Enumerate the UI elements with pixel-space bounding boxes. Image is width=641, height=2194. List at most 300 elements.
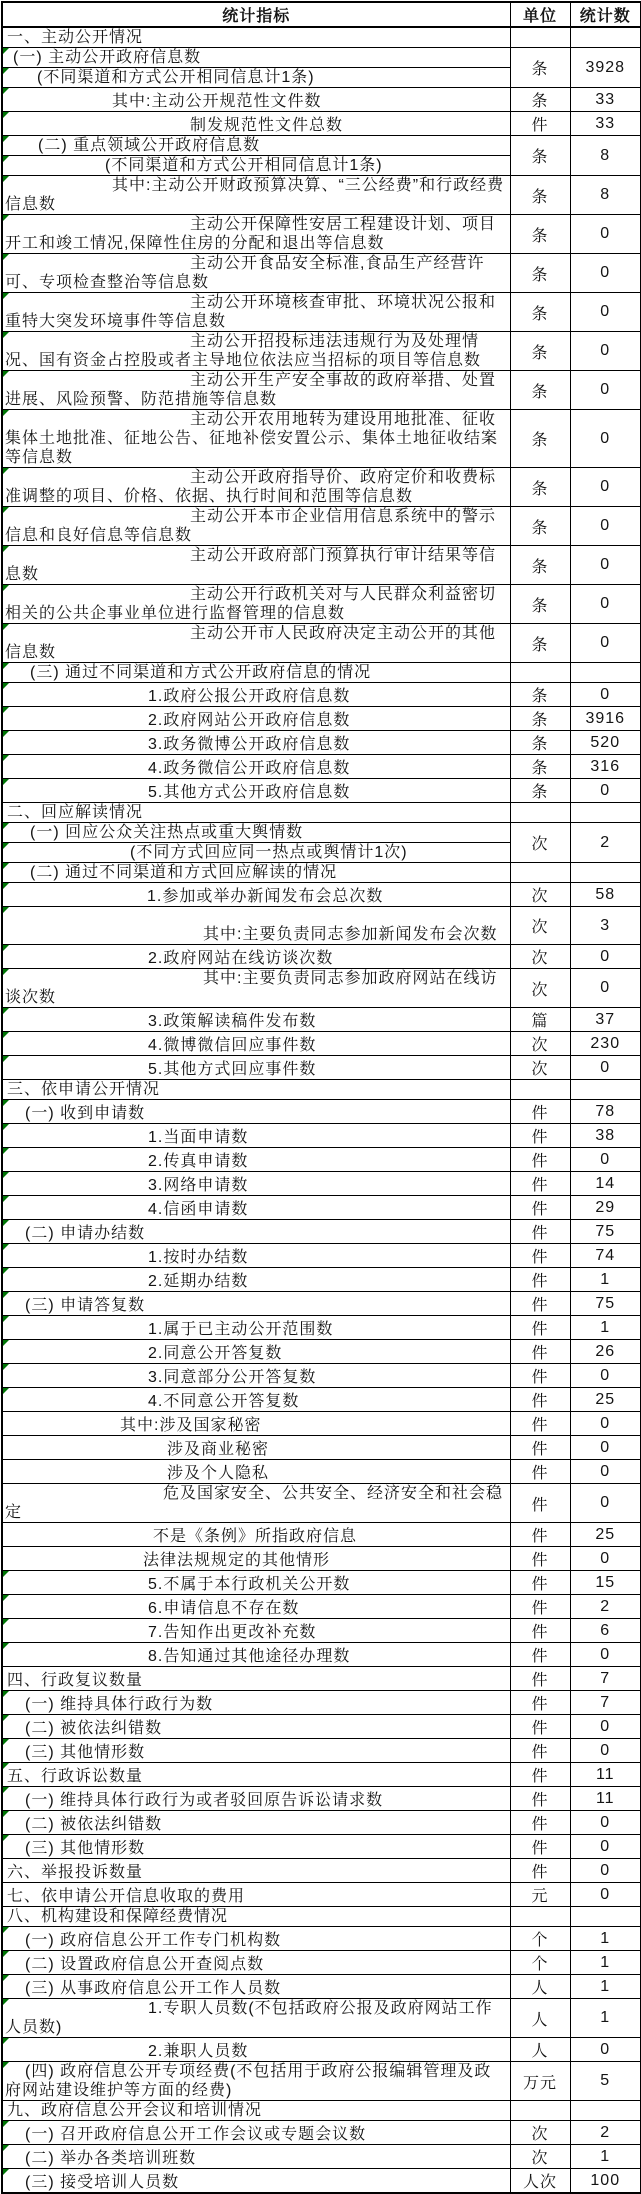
indicator-label: 8.告知通过其他途径办理数 — [148, 1648, 351, 1665]
indicator-label: 1.参加或举办新闻发布会总次数 — [147, 888, 384, 905]
value-cell: 1 — [570, 1999, 641, 2038]
cell-corner-marker-icon — [3, 1340, 9, 1346]
value-cell: 1 — [570, 1975, 641, 1999]
table-row — [2, 1056, 641, 1080]
cell-corner-marker-icon — [3, 1056, 9, 1062]
cell-corner-marker-icon — [3, 176, 9, 182]
indicator-cell — [2, 1691, 510, 1715]
value-cell: 0 — [570, 1715, 641, 1739]
table-row — [2, 1691, 641, 1715]
table-row — [2, 1008, 641, 1032]
indicator-cell — [2, 663, 510, 683]
unit-cell: 件 — [510, 1595, 570, 1619]
table-row — [2, 1787, 641, 1811]
indicator-cell — [2, 156, 510, 176]
cell-corner-marker-icon — [3, 2169, 9, 2175]
indicator-cell — [2, 803, 510, 823]
table-row — [2, 546, 641, 585]
cell-corner-marker-icon — [3, 1811, 9, 1817]
unit-cell: 元 — [510, 1883, 570, 1907]
table-row — [2, 1172, 641, 1196]
unit-cell: 人 — [510, 1999, 570, 2038]
cell-corner-marker-icon — [3, 1292, 9, 1298]
cell-corner-marker-icon — [3, 1388, 9, 1394]
unit-cell: 件 — [510, 1124, 570, 1148]
unit-cell: 条 — [510, 707, 570, 731]
unit-cell: 次 — [510, 2145, 570, 2169]
value-cell: 0 — [570, 1859, 641, 1883]
unit-cell: 件 — [510, 1100, 570, 1124]
indicator-cell — [2, 1787, 510, 1811]
value-cell: 25 — [570, 1388, 641, 1412]
value-cell — [570, 663, 641, 683]
indicator-cell — [2, 731, 510, 755]
indicator-cell — [2, 1811, 510, 1835]
unit-cell — [510, 1080, 570, 1100]
indicator-label: 五、行政诉讼数量 — [7, 1768, 144, 1785]
cell-corner-marker-icon — [3, 683, 9, 689]
unit-cell: 条 — [510, 254, 570, 293]
indicator-label: (不同渠道和方式公开相同信息计1条) — [37, 69, 315, 86]
table-row — [2, 1292, 641, 1316]
unit-cell: 件 — [510, 1388, 570, 1412]
value-cell: 58 — [570, 883, 641, 907]
cell-corner-marker-icon — [3, 1951, 9, 1957]
table-row — [2, 1975, 641, 1999]
indicator-cell — [2, 1436, 510, 1460]
indicator-label: 涉及个人隐私 — [167, 1465, 270, 1482]
value-cell: 15 — [570, 1571, 641, 1595]
value-cell: 0 — [570, 1412, 641, 1436]
unit-cell: 次 — [510, 1032, 570, 1056]
indicator-cell — [2, 907, 510, 945]
value-cell: 25 — [570, 1523, 641, 1547]
cell-corner-marker-icon — [3, 1595, 9, 1601]
cell-corner-marker-icon — [3, 1244, 9, 1250]
unit-cell — [510, 863, 570, 883]
statistics-table — [1, 1, 641, 2194]
table-row — [2, 2145, 641, 2169]
indicator-cell — [2, 1739, 510, 1763]
table-row — [2, 663, 641, 683]
table-row — [2, 1619, 641, 1643]
table-row — [2, 371, 641, 410]
indicator-label: 主动公开市人民政府决定主动公开的其他信息数 — [5, 625, 497, 661]
table-row — [2, 176, 641, 215]
value-cell: 11 — [570, 1787, 641, 1811]
unit-cell: 件 — [510, 1547, 570, 1571]
cell-corner-marker-icon — [3, 755, 9, 761]
unit-cell: 件 — [510, 1691, 570, 1715]
indicator-cell — [2, 1032, 510, 1056]
unit-cell: 次 — [510, 823, 570, 863]
unit-cell: 个 — [510, 1951, 570, 1975]
indicator-cell — [2, 1388, 510, 1412]
indicator-cell — [2, 410, 510, 468]
indicator-label: 2.同意公开答复数 — [148, 1345, 283, 1362]
indicator-label: 八、机构建设和保障经费情况 — [7, 1908, 229, 1925]
value-cell: 5 — [570, 2062, 641, 2101]
indicator-label: 5.其他方式公开政府信息数 — [148, 784, 351, 801]
table-row — [2, 1811, 641, 1835]
value-cell: 26 — [570, 1340, 641, 1364]
indicator-label: 危及国家安全、公共安全、经济安全和社会稳定 — [5, 1485, 504, 1521]
indicator-cell — [2, 843, 510, 863]
unit-cell: 条 — [510, 136, 570, 176]
unit-cell: 篇 — [510, 1008, 570, 1032]
value-cell: 3928 — [570, 48, 641, 88]
indicator-label: 6.申请信息不存在数 — [148, 1600, 300, 1617]
value-cell — [570, 1907, 641, 1927]
indicator-label: 2.延期办结数 — [148, 1273, 249, 1290]
indicator-label: (二) 被依法纠错数 — [25, 1720, 163, 1737]
value-cell: 0 — [570, 1835, 641, 1859]
value-cell: 75 — [570, 1220, 641, 1244]
table-row — [2, 88, 641, 112]
table-row — [2, 1571, 641, 1595]
unit-cell: 件 — [510, 1739, 570, 1763]
table-row — [2, 1080, 641, 1100]
table-row — [2, 2062, 641, 2101]
unit-cell: 条 — [510, 293, 570, 332]
indicator-cell — [2, 1975, 510, 1999]
indicator-label: (一) 回应公众关注热点或重大舆情数 — [30, 824, 304, 841]
indicator-cell — [2, 1763, 510, 1787]
indicator-cell — [2, 1643, 510, 1667]
value-cell: 75 — [570, 1292, 641, 1316]
value-cell: 2 — [570, 2121, 641, 2145]
indicator-label: 主动公开环境核查审批、环境状况公报和重特大突发环境事件等信息数 — [5, 294, 497, 330]
table-row — [2, 755, 641, 779]
unit-cell — [510, 1907, 570, 1927]
unit-cell: 件 — [510, 1316, 570, 1340]
table-row — [2, 1364, 641, 1388]
indicator-label: 七、依申请公开信息收取的费用 — [7, 1888, 246, 1905]
indicator-label: 1.当面申请数 — [148, 1129, 249, 1146]
value-cell: 0 — [570, 585, 641, 624]
indicator-cell — [2, 1619, 510, 1643]
cell-corner-marker-icon — [3, 731, 9, 737]
table-row — [2, 293, 641, 332]
cell-corner-marker-icon — [3, 883, 9, 889]
indicator-cell — [2, 293, 510, 332]
indicator-label: (一) 政府信息公开工作专门机构数 — [25, 1932, 282, 1949]
unit-cell: 万元 — [510, 2062, 570, 2101]
indicator-label: (二) 举办各类培训班数 — [25, 2150, 197, 2167]
table-row — [2, 969, 641, 1008]
table-row — [2, 1388, 641, 1412]
unit-cell: 件 — [510, 1268, 570, 1292]
value-cell: 3916 — [570, 707, 641, 731]
indicator-label: 主动公开招投标违法违规行为及处理情况、国有资金占控股或者主导地位依法应当招标的项目等信息数 — [5, 333, 482, 369]
unit-cell — [510, 663, 570, 683]
indicator-cell — [2, 2121, 510, 2145]
value-cell: 33 — [570, 112, 641, 136]
value-cell: 38 — [570, 1124, 641, 1148]
indicator-label: 4.微博微信回应事件数 — [148, 1037, 317, 1054]
cell-corner-marker-icon — [3, 1835, 9, 1841]
indicator-cell — [2, 779, 510, 803]
indicator-label: 5.不属于本行政机关公开数 — [148, 1576, 351, 1593]
unit-cell: 件 — [510, 1667, 570, 1691]
indicator-label: 三、依申请公开情况 — [7, 1081, 161, 1098]
indicator-label: 其中:涉及国家秘密 — [120, 1417, 262, 1434]
value-cell: 0 — [570, 1056, 641, 1080]
value-cell: 0 — [570, 1364, 641, 1388]
indicator-cell — [2, 945, 510, 969]
indicator-cell — [2, 1883, 510, 1907]
table-row — [2, 1148, 641, 1172]
indicator-label: (三) 接受培训人员数 — [25, 2174, 180, 2191]
value-cell: 78 — [570, 1100, 641, 1124]
indicator-cell — [2, 2145, 510, 2169]
indicator-label: (三) 其他情形数 — [25, 1840, 146, 1857]
table-row — [2, 1032, 641, 1056]
unit-cell: 件 — [510, 1835, 570, 1859]
indicator-cell — [2, 254, 510, 293]
value-cell: 0 — [570, 1739, 641, 1763]
cell-corner-marker-icon — [3, 1032, 9, 1038]
cell-corner-marker-icon — [3, 68, 9, 74]
table-row — [2, 1484, 641, 1523]
cell-corner-marker-icon — [3, 1999, 9, 2005]
indicator-label: 四、行政复议数量 — [7, 1672, 144, 1689]
indicator-label: 2.传真申请数 — [148, 1153, 249, 1170]
cell-corner-marker-icon — [3, 1787, 9, 1793]
value-cell — [570, 803, 641, 823]
indicator-label: 法律法规规定的其他情形 — [143, 1552, 331, 1569]
indicator-cell — [2, 1907, 510, 1927]
table-row — [2, 823, 641, 843]
indicator-label: 2.政府网站在线访谈次数 — [148, 950, 334, 967]
value-cell: 0 — [570, 371, 641, 410]
table-row — [2, 410, 641, 468]
indicator-cell — [2, 1571, 510, 1595]
value-cell: 6 — [570, 1619, 641, 1643]
unit-cell: 条 — [510, 546, 570, 585]
table-row — [2, 2038, 641, 2062]
cell-corner-marker-icon — [3, 945, 9, 951]
cell-corner-marker-icon — [3, 1316, 9, 1322]
indicator-cell — [2, 2169, 510, 2194]
indicator-cell — [2, 1595, 510, 1619]
indicator-label: 1.属于已主动公开范围数 — [148, 1321, 334, 1338]
table-row — [2, 1999, 641, 2038]
table-row — [2, 48, 641, 68]
table-row — [2, 1739, 641, 1763]
indicator-label: 1.政府公报公开政府信息数 — [148, 688, 351, 705]
indicator-label: 不是《条例》所指政府信息 — [153, 1528, 358, 1545]
value-cell: 1 — [570, 1268, 641, 1292]
unit-cell: 条 — [510, 215, 570, 254]
indicator-cell — [2, 1547, 510, 1571]
unit-cell: 件 — [510, 112, 570, 136]
unit-cell: 次 — [510, 969, 570, 1008]
table-row — [2, 1523, 641, 1547]
value-cell: 3 — [570, 907, 641, 945]
table-row — [2, 2169, 641, 2194]
indicator-cell — [2, 27, 510, 48]
value-cell: 0 — [570, 1883, 641, 1907]
indicator-cell — [2, 1220, 510, 1244]
indicator-cell — [2, 969, 510, 1008]
indicator-label: 5.其他方式回应事件数 — [148, 1061, 317, 1078]
indicator-cell — [2, 2101, 510, 2121]
table-row — [2, 945, 641, 969]
value-cell: 0 — [570, 507, 641, 546]
table-row — [2, 731, 641, 755]
indicator-label: (一) 维持具体行政行为数 — [25, 1696, 214, 1713]
indicator-cell — [2, 332, 510, 371]
value-cell: 1 — [570, 2145, 641, 2169]
value-cell: 0 — [570, 332, 641, 371]
unit-cell: 次 — [510, 2121, 570, 2145]
table-row — [2, 27, 641, 48]
value-cell: 1 — [570, 1316, 641, 1340]
indicator-cell — [2, 1715, 510, 1739]
unit-cell: 次 — [510, 1056, 570, 1080]
indicator-label: 涉及商业秘密 — [167, 1441, 270, 1458]
col-header-indicator: 统计指标 — [2, 2, 510, 27]
cell-corner-marker-icon — [3, 1619, 9, 1625]
indicator-cell — [2, 136, 510, 156]
value-cell: 0 — [570, 254, 641, 293]
cell-corner-marker-icon — [3, 293, 9, 299]
cell-corner-marker-icon — [3, 254, 9, 260]
indicator-label: 二、回应解读情况 — [7, 804, 144, 821]
indicator-cell — [2, 1667, 510, 1691]
cell-corner-marker-icon — [3, 1124, 9, 1130]
indicator-cell — [2, 755, 510, 779]
unit-cell: 件 — [510, 1364, 570, 1388]
indicator-cell — [2, 683, 510, 707]
value-cell: 33 — [570, 88, 641, 112]
table-row — [2, 1859, 641, 1883]
unit-cell: 个 — [510, 1927, 570, 1951]
value-cell: 7 — [570, 1667, 641, 1691]
table-row — [2, 585, 641, 624]
cell-corner-marker-icon — [3, 215, 9, 221]
indicator-label: 4.政务微信公开政府信息数 — [148, 760, 351, 777]
unit-cell: 条 — [510, 176, 570, 215]
indicator-label: (一) 主动公开政府信息数 — [13, 49, 202, 66]
indicator-label: (二) 设置政府信息公开查阅点数 — [25, 1956, 265, 1973]
indicator-label: 其中:主要负责同志参加政府网站在线访谈次数 — [5, 970, 498, 1006]
cell-corner-marker-icon — [3, 823, 9, 829]
indicator-cell — [2, 624, 510, 663]
table-row — [2, 1927, 641, 1951]
unit-cell: 条 — [510, 624, 570, 663]
indicator-label: 主动公开保障性安居工程建设计划、项目开工和竣工情况,保障性住房的分配和退出等信息数 — [5, 216, 497, 252]
cell-corner-marker-icon — [3, 1691, 9, 1697]
table-row — [2, 1667, 641, 1691]
indicator-cell — [2, 1412, 510, 1436]
unit-cell: 件 — [510, 1811, 570, 1835]
indicator-label: (二) 重点领域公开政府信息数 — [38, 137, 261, 154]
table-row — [2, 863, 641, 883]
indicator-cell — [2, 371, 510, 410]
value-cell: 0 — [570, 779, 641, 803]
table-row — [2, 1547, 641, 1571]
value-cell: 2 — [570, 1595, 641, 1619]
unit-cell: 条 — [510, 371, 570, 410]
unit-cell: 条 — [510, 507, 570, 546]
unit-cell: 条 — [510, 88, 570, 112]
indicator-label: 主动公开行政机关对与人民群众利益密切相关的公共企事业单位进行监督管理的信息数 — [5, 586, 497, 622]
unit-cell: 条 — [510, 410, 570, 468]
table-row — [2, 2101, 641, 2121]
indicator-label: (不同渠道和方式公开相同信息计1条) — [105, 157, 383, 174]
table-row — [2, 1436, 641, 1460]
table-row — [2, 507, 641, 546]
indicator-cell — [2, 823, 510, 843]
unit-cell: 条 — [510, 48, 570, 88]
cell-corner-marker-icon — [3, 1364, 9, 1370]
table-row — [2, 1951, 641, 1975]
indicator-cell — [2, 1951, 510, 1975]
cell-corner-marker-icon — [3, 1220, 9, 1226]
unit-cell: 件 — [510, 1523, 570, 1547]
value-cell — [570, 863, 641, 883]
value-cell: 74 — [570, 1244, 641, 1268]
indicator-label: (三) 申请答复数 — [25, 1297, 146, 1314]
indicator-label: 1.专职人员数(不包括政府公报及政府网站工作人员数) — [5, 2000, 493, 2036]
unit-cell: 次 — [510, 945, 570, 969]
value-cell: 0 — [570, 1148, 641, 1172]
indicator-label: (二) 申请办结数 — [25, 1225, 146, 1242]
value-cell: 8 — [570, 136, 641, 176]
unit-cell: 次 — [510, 907, 570, 945]
indicator-cell — [2, 48, 510, 68]
indicator-label: (一) 维持具体行政行为或者驳回原告诉讼请求数 — [25, 1792, 384, 1809]
table-row — [2, 779, 641, 803]
unit-cell: 人 — [510, 1975, 570, 1999]
table-row — [2, 1220, 641, 1244]
value-cell: 14 — [570, 1172, 641, 1196]
value-cell: 316 — [570, 755, 641, 779]
unit-cell: 件 — [510, 1196, 570, 1220]
value-cell: 0 — [570, 2038, 641, 2062]
unit-cell: 件 — [510, 1148, 570, 1172]
value-cell: 0 — [570, 624, 641, 663]
table-row — [2, 1643, 641, 1667]
indicator-cell — [2, 707, 510, 731]
value-cell: 0 — [570, 293, 641, 332]
indicator-label: 7.告知作出更改补充数 — [148, 1624, 317, 1641]
indicator-label: 3.同意部分公开答复数 — [148, 1369, 317, 1386]
value-cell: 0 — [570, 1643, 641, 1667]
table-row — [2, 1460, 641, 1484]
table-row — [2, 1763, 641, 1787]
value-cell: 0 — [570, 1484, 641, 1523]
unit-cell: 次 — [510, 883, 570, 907]
unit-cell: 条 — [510, 731, 570, 755]
unit-cell: 件 — [510, 1571, 570, 1595]
unit-cell: 件 — [510, 1220, 570, 1244]
indicator-label: (三) 其他情形数 — [25, 1744, 146, 1761]
cell-corner-marker-icon — [3, 1571, 9, 1577]
cell-corner-marker-icon — [3, 507, 9, 513]
indicator-label: (一) 召开政府信息公开工作会议或专题会议数 — [25, 2126, 367, 2143]
table-row — [2, 1412, 641, 1436]
indicator-label: 主动公开本市企业信用信息系统中的警示信息和良好信息等信息数 — [5, 508, 497, 544]
table-row — [2, 1316, 641, 1340]
indicator-label: 制发规范性文件总数 — [190, 117, 344, 134]
indicator-label: (四) 政府信息公开专项经费(不包括用于政府公报编辑管理及政府网站建设维护等方面的经费) — [5, 2063, 492, 2099]
cell-corner-marker-icon — [3, 2062, 9, 2068]
indicator-label: 其中:主动公开规范性文件数 — [112, 93, 322, 110]
unit-cell: 件 — [510, 1460, 570, 1484]
